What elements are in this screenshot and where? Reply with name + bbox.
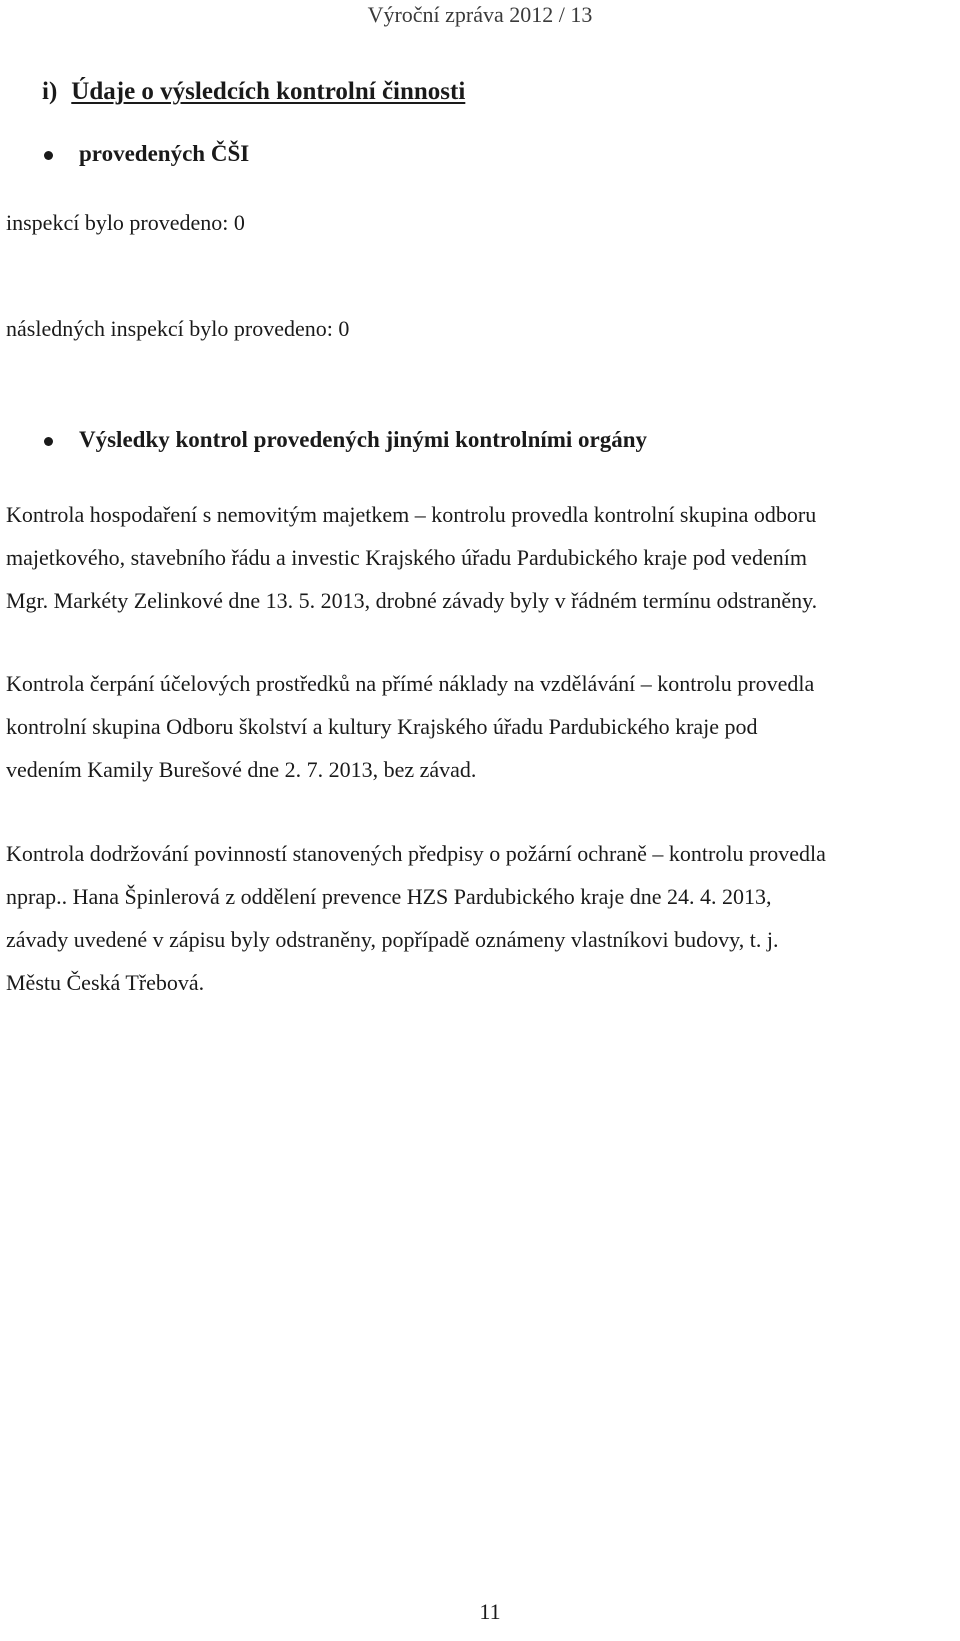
control-paragraph-fire-safety — [6, 832, 956, 1004]
paragraph-line: nprap.. Hana Špinlerová z oddělení prevence HZS Pardubického kraje dne 24. 4. 2013, — [6, 884, 772, 909]
paragraph-line: kontrolní skupina Odboru školství a kultury Krajského úřadu Pardubického kraje pod — [6, 714, 758, 739]
paragraph-line: Kontrola dodržování povinností stanovených předpisy o požární ochraně – kontrolu provedla — [6, 841, 826, 866]
section-heading — [42, 74, 465, 110]
bullet-icon — [44, 437, 53, 446]
inspections-count: inspekcí bylo provedeno: 0 — [6, 210, 245, 235]
section-marker: i) — [42, 78, 58, 105]
csi-heading-text: provedených ČŠI — [79, 141, 250, 166]
paragraph-line: Kontrola čerpání účelových prostředků na přímé náklady na vzdělávání – kontrolu provedla — [6, 671, 815, 696]
paragraph-line: Mgr. Markéty Zelinkové dne 13. 5. 2013, drobné závady byly v řádném termínu odstraněny. — [6, 588, 818, 613]
other-bodies-heading — [44, 423, 647, 457]
csi-heading — [44, 137, 249, 171]
section-title: Údaje o výsledcích kontrolní činnosti — [71, 78, 466, 105]
paragraph-line: Městu Česká Třebová. — [6, 970, 205, 995]
paragraph-line: Kontrola hospodaření s nemovitým majetkem – kontrolu provedla kontrolní skupina odboru — [6, 502, 817, 527]
paragraph-line: závady uvedené v zápisu byly odstraněny, popřípadě oznámeny vlastníkovi budovy, t. j. — [6, 927, 779, 952]
page-number: 11 — [479, 1599, 501, 1624]
other-bodies-heading-text: Výsledky kontrol provedených jinými kontrolními orgány — [79, 427, 648, 452]
control-paragraph-property — [6, 493, 956, 622]
paragraph-line: majetkového, stavebního řádu a investic Krajského úřadu Pardubického kraje pod vedením — [6, 545, 807, 570]
follow-up-inspections-count: následných inspekcí bylo provedeno: 0 — [6, 316, 350, 341]
bullet-icon — [44, 151, 53, 160]
paragraph-line: vedením Kamily Burešové dne 2. 7. 2013, bez závad. — [6, 757, 477, 782]
running-header: Výroční zpráva 2012 / 13 — [367, 2, 593, 27]
control-paragraph-funds — [6, 662, 956, 791]
